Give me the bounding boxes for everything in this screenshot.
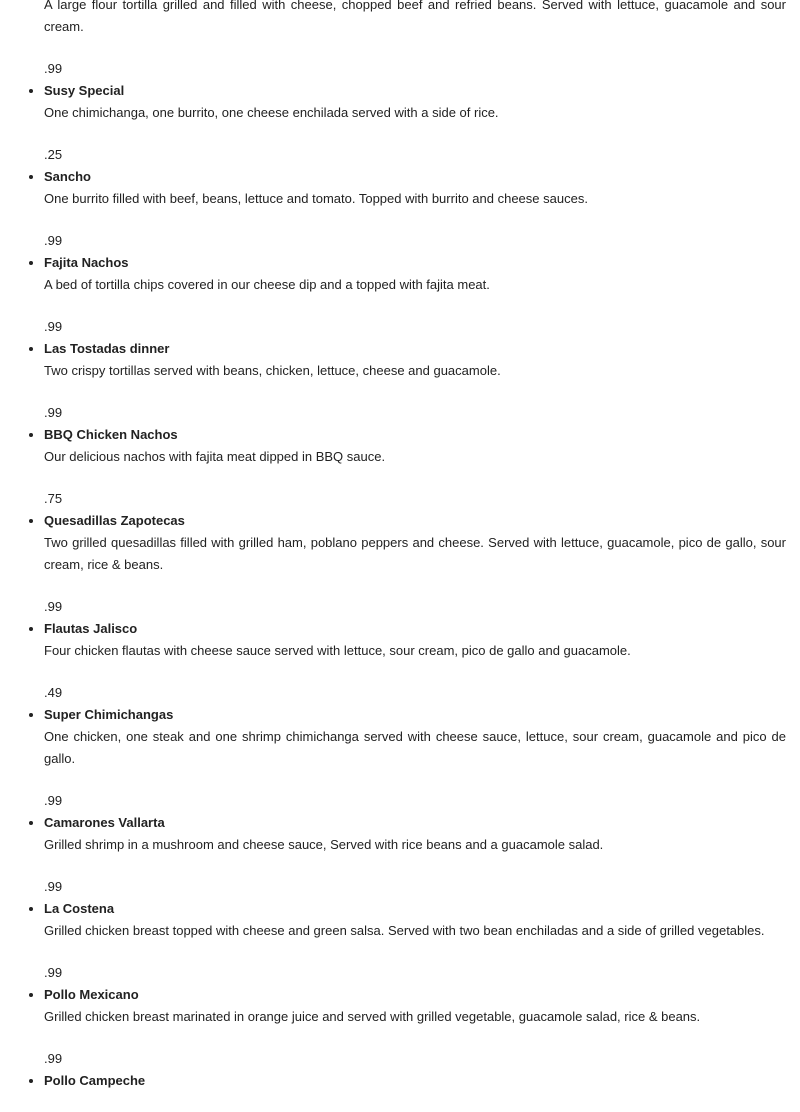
menu-item-name: • Super Chimichangas — [44, 707, 174, 722]
menu-item-name: • La Costena — [44, 901, 115, 916]
menu-item — [44, 510, 786, 618]
menu-item-name: • Camarones Vallarta — [44, 815, 165, 830]
menu-item-name: • Flautas Jalisco — [44, 621, 138, 636]
menu-item-description: One chimichanga, one burrito, one cheese enchilada served with a side of rice. — [44, 105, 499, 120]
menu-item-name: • Pollo Mexicano — [44, 987, 139, 1002]
menu-item-name: • Fajita Nachos — [44, 255, 129, 270]
menu-list — [0, 80, 800, 1092]
menu-item — [44, 618, 786, 704]
menu-item-price: .99 — [44, 793, 63, 808]
menu-item-name: • Sancho — [44, 169, 91, 184]
menu-item-description: Grilled chicken breast marinated in orange juice and served with grilled vegetable, guacamole salad, rice & beans. — [44, 1009, 701, 1024]
menu-item — [44, 424, 786, 510]
menu-item — [44, 166, 786, 252]
menu-item — [44, 898, 786, 984]
menu-item-description: A bed of tortilla chips covered in our cheese dip and a topped with fajita meat. — [44, 277, 490, 292]
menu-item-description: Grilled chicken breast topped with cheese and green salsa. Served with two bean enchiladas and a side of grilled vegetables. — [44, 923, 765, 938]
menu-item-description: One burrito filled with beef, beans, lettuce and tomato. Topped with burrito and cheese sauces. — [44, 191, 588, 206]
menu-item-price: .99 — [44, 599, 63, 614]
menu-item-description: Our delicious nachos with fajita meat dipped in BBQ sauce. — [44, 449, 386, 464]
menu-item — [44, 704, 786, 812]
menu-item — [44, 252, 786, 338]
menu-item-description: Four chicken flautas with cheese sauce served with lettuce, sour cream, pico de gallo and guacamole. — [44, 643, 631, 658]
menu-item-price: .99 — [44, 405, 63, 420]
menu-item — [44, 984, 786, 1070]
top-item-description: A large flour tortilla grilled and filled with cheese, chopped beef and refried beans. Served with lettuce, guacamole and sour cream. — [44, 0, 786, 34]
top-item-price: .99 — [44, 61, 63, 76]
menu-item-description: Two grilled quesadillas filled with grilled ham, poblano peppers and cheese. Served with lettuce, guacamole, pico de gallo, sour cream, rice & beans. — [44, 535, 786, 572]
menu-item-name: • Quesadillas Zapotecas — [44, 513, 185, 528]
menu-item — [44, 80, 786, 166]
menu-item-price: .25 — [44, 147, 63, 162]
menu-item-description: One chicken, one steak and one shrimp chimichanga served with cheese sauce, lettuce, sour cream, guacamole and pico de gallo. — [44, 729, 786, 766]
menu-item-name: • Las Tostadas dinner — [44, 341, 170, 356]
menu-item — [44, 812, 786, 898]
menu-item-description: Grilled shrimp in a mushroom and cheese sauce, Served with rice beans and a guacamole salad. — [44, 837, 604, 852]
menu-item-name: • BBQ Chicken Nachos — [44, 427, 178, 442]
menu-item-price: .99 — [44, 879, 63, 894]
menu-item-description: Two crispy tortillas served with beans, chicken, lettuce, cheese and guacamole. — [44, 363, 501, 378]
menu-item-price: .99 — [44, 1051, 63, 1066]
menu-item-price: .99 — [44, 965, 63, 980]
menu-item-price: .75 — [44, 491, 63, 506]
menu-item-name: • Susy Special — [44, 83, 125, 98]
menu-item-name: • Pollo Campeche — [44, 1073, 146, 1088]
menu-item-price: .99 — [44, 319, 63, 334]
menu-item — [44, 1070, 786, 1092]
menu-item — [44, 338, 786, 424]
menu-item-price: .49 — [44, 685, 63, 700]
menu-item-price: .99 — [44, 233, 63, 248]
